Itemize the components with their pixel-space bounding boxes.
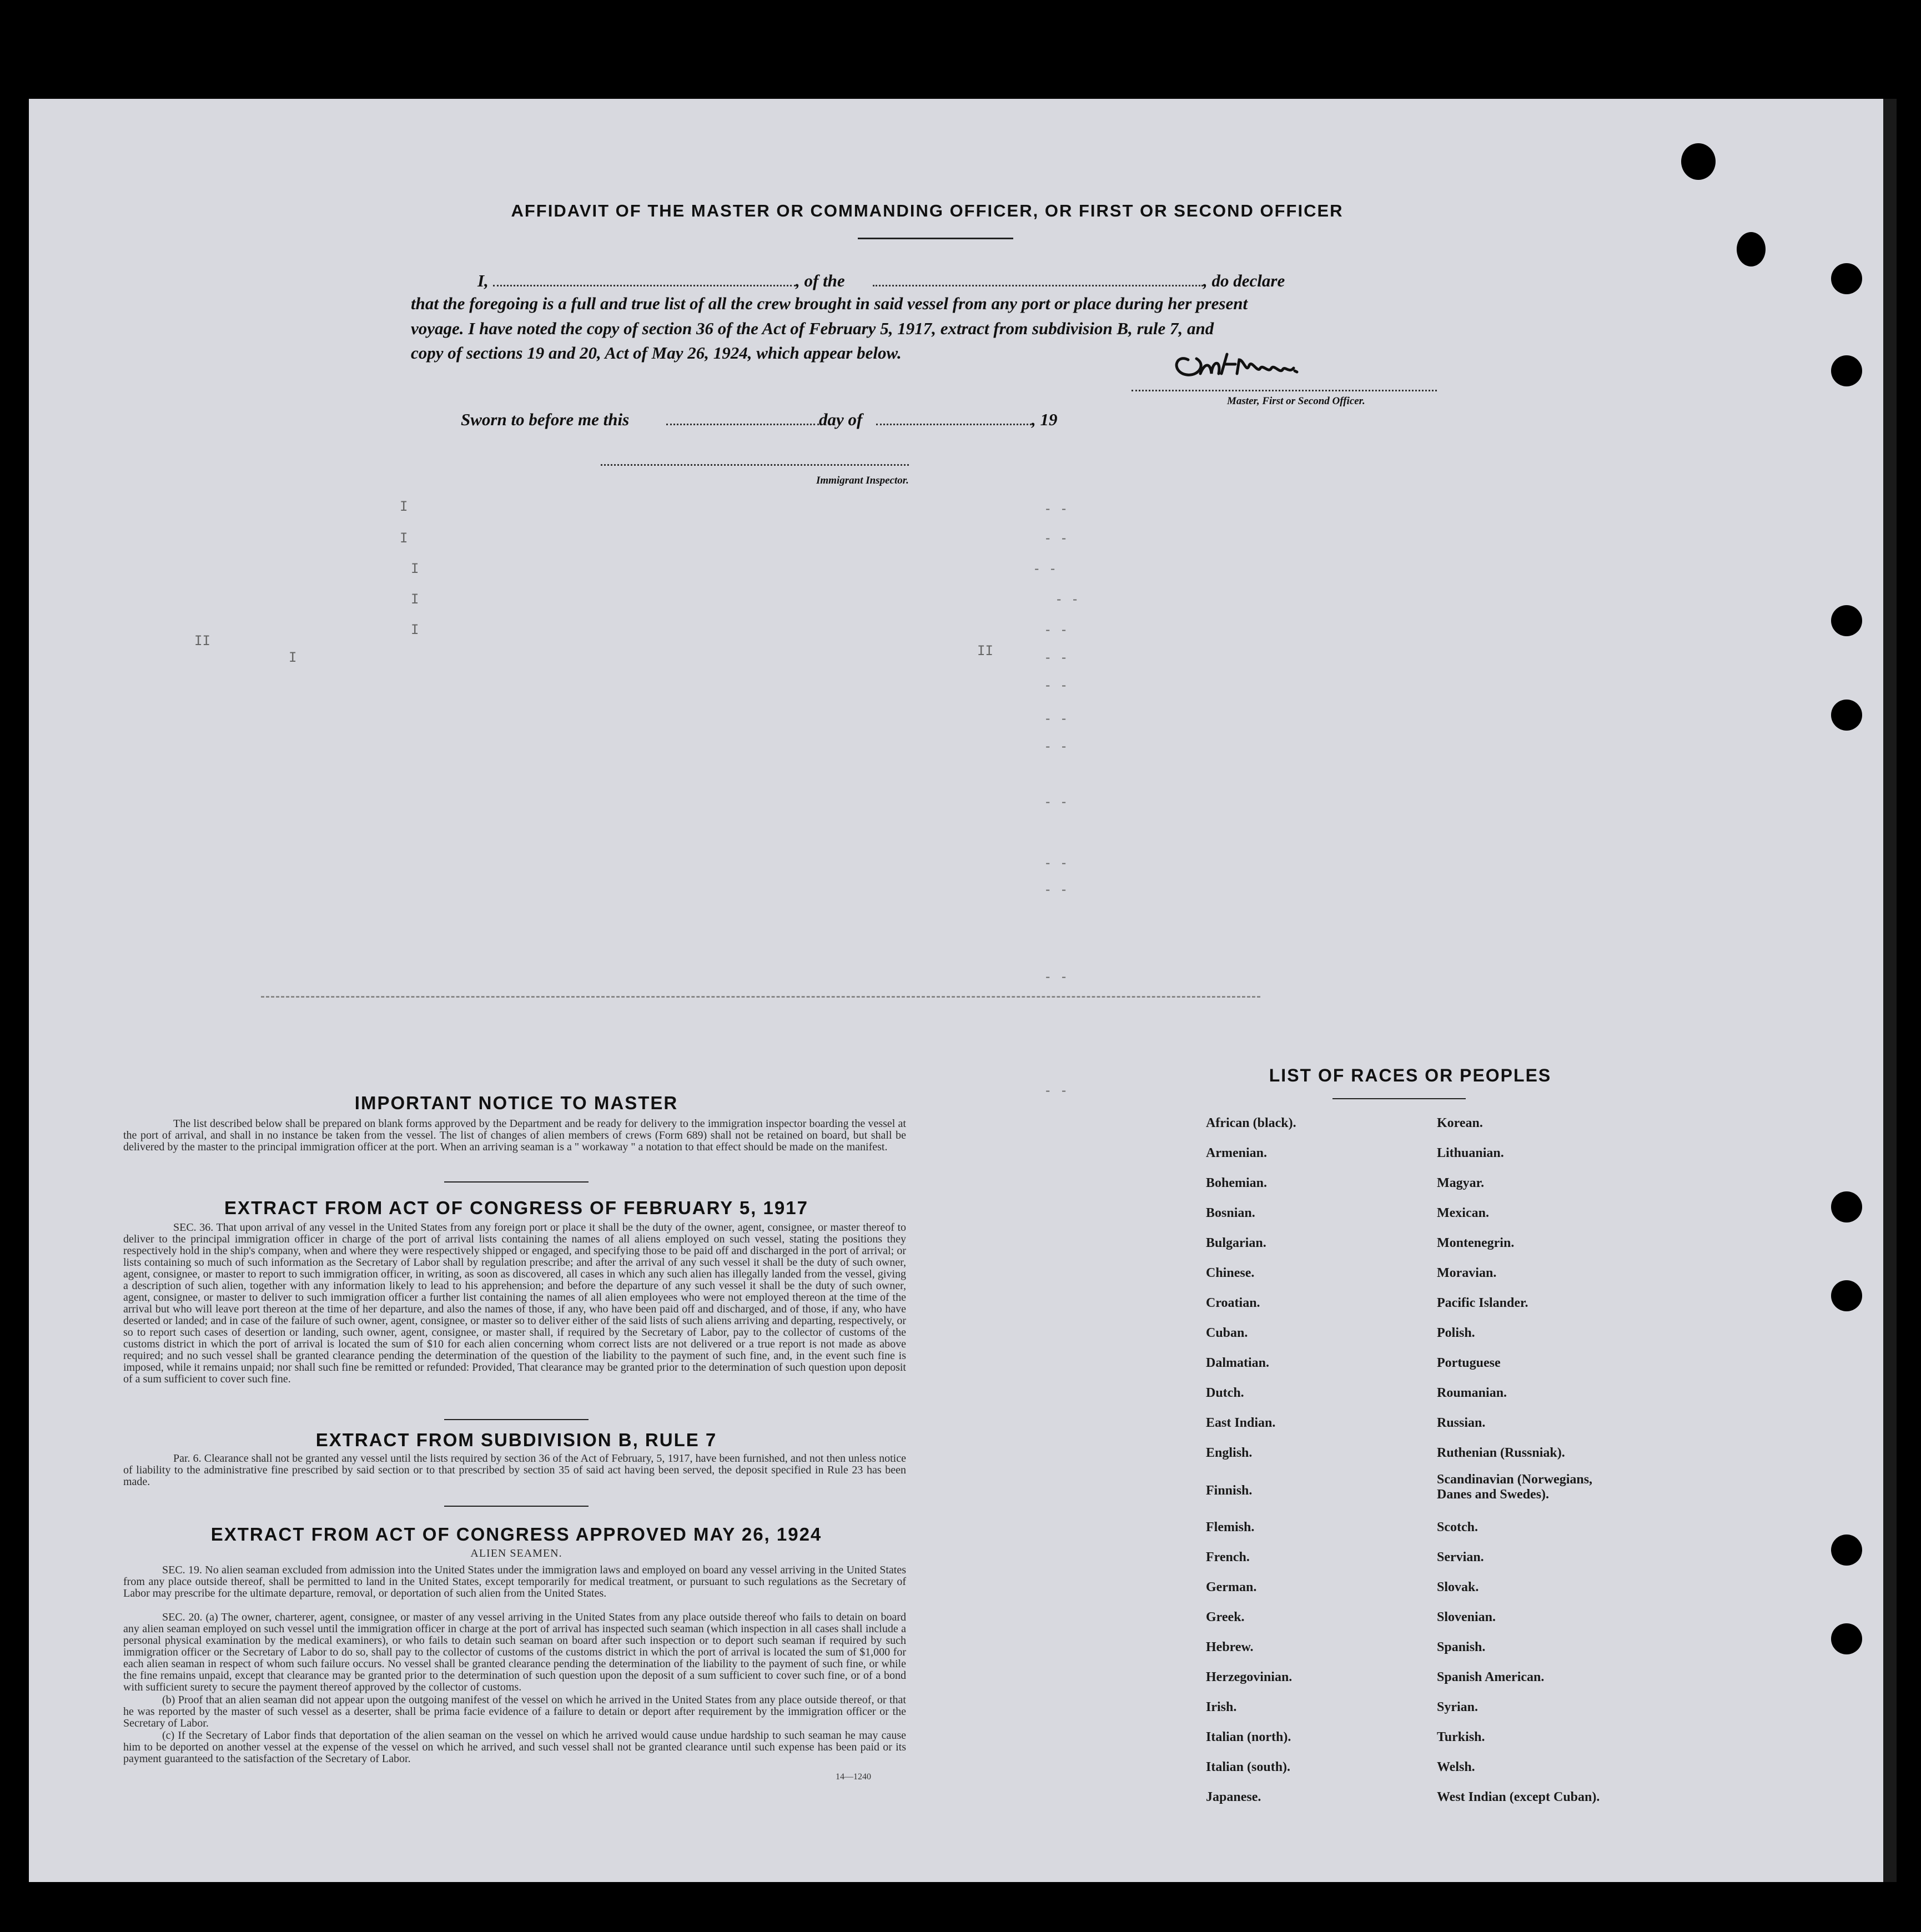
race-item: Montenegrin. (1437, 1236, 1515, 1250)
punch-hole (1831, 605, 1862, 636)
signature-caption: Master, First or Second Officer. (1227, 395, 1365, 407)
race-item: Roumanian. (1437, 1386, 1507, 1400)
race-item: Ruthenian (Russniak). (1437, 1446, 1565, 1460)
punch-hole (1681, 143, 1716, 180)
extract1924-sec19: SEC. 19. No alien seaman excluded from admission into the United States under the immigration laws and employed on board any vessel arriving in the United States from any place outside thereof, shall be permitted to land in the United States, except temporarily for medical treatment, or pursuant to such regulations as the Secretary of Labor may prescribe for the ultimate departure, removal, or deportation of such alien from the United States. (123, 1564, 906, 1599)
race-item: French. (1206, 1550, 1250, 1564)
bleed-mark: - - (1044, 622, 1068, 637)
affidavit-i-label: I, (477, 271, 489, 290)
race-item: Russian. (1437, 1416, 1486, 1430)
race-item: Slovak. (1437, 1580, 1479, 1594)
sworn-day-field[interactable] (666, 424, 819, 425)
notice-rule (444, 1181, 589, 1183)
race-item: Moravian. (1437, 1266, 1497, 1280)
race-item: Bosnian. (1206, 1206, 1255, 1220)
extract1917-body: SEC. 36. That upon arrival of any vessel in the United States from any foreign port or place it shall be the duty of the owner, agent, consignee, or master thereof to deliver to the principal immigration officer in charge of the port of arrival lists containing the names of all aliens employed on such vessel, stating the positions they respectively hold in the ship's company, when and where they were respectively shipped or engaged, and specifying those to be paid off and discharged in the port of arrival; or lists containing so much of such information as the Secretary of Labor shall by regulation prescribe; and after the arrival of any such vessel it shall be the duty of such owner, agent, consignee, or master to report to such immigration officer, in writing, as soon as discovered, all cases in which any such alien has illegally landed from the vessel, giving a description of such alien, together with any information likely to lead to his apprehension; and before the departure of any such vessel it shall be the duty of such owner, agent, consignee, or master to deliver to such immigration officer a further list containing the names of all alien employees who were not employed thereon at the time of the arrival but who will leave port thereon at the time of her departure, and also the names of those, if any, who have been paid off and discharged, and of those, if any, who have deserted or landed; and in case of the failure of such owner, agent, consignee, or master so to deliver either of the said lists of such aliens arriving and departing, respectively, or so to report such cases of desertion or landing, such owner, agent, consignee, or master shall, if required by the Secretary of Labor, pay to the collector of customs of the customs district in which the port of arrival is located the sum of $10 for each alien concerning whom correct lists are not delivered or a true report is not made as above required; and no such vessel shall be granted clearance pending the determination of the question of the liability to the payment of such fine, and, in the event such fine is imposed, while it remains unpaid; nor shall such fine be remitted or refunded: Provided, That clearance may be granted prior to the determination of such question upon deposit of a sum sufficient to cover such fine. (123, 1221, 906, 1385)
race-item: Chinese. (1206, 1266, 1255, 1280)
race-item: Servian. (1437, 1550, 1484, 1564)
race-item: Mexican. (1437, 1206, 1489, 1220)
extract1924-subtitle: ALIEN SEAMEN. (470, 1547, 562, 1559)
race-item: Portuguese (1437, 1356, 1501, 1370)
punch-hole (1737, 232, 1766, 266)
sworn-label: Sworn to before me this (461, 410, 630, 429)
race-item: West Indian (except Cuban). (1437, 1790, 1600, 1804)
punch-hole (1831, 355, 1862, 386)
affidavit-line3: voyage. I have noted the copy of section 36 of the Act of February 5, 1917, extract from subdivision B, rule 7, and (411, 319, 1214, 338)
punch-hole (1831, 1623, 1862, 1654)
race-item: Dutch. (1206, 1386, 1244, 1400)
race-item: Irish. (1206, 1700, 1237, 1714)
bleed-mark: - - (1044, 855, 1068, 871)
subdivision-title: EXTRACT FROM SUBDIVISION B, RULE 7 (315, 1430, 717, 1450)
race-item: Cuban. (1206, 1326, 1248, 1340)
inspector-caption: Immigrant Inspector. (816, 475, 909, 486)
affidavit-line1 (411, 268, 1449, 294)
race-item: Bohemian. (1206, 1176, 1268, 1190)
affidavit-vessel-field[interactable] (873, 285, 1203, 286)
sworn-month-field[interactable] (876, 424, 1032, 425)
notice-body: The list described below shall be prepared on blank forms approved by the Department and be ready for delivery to the immigration inspector boarding the vessel at the port of arrival, and shall in no instance be taken from the vessel. The list of changes of alien members of crews (Form 689) shall not be retained on board, but shall be delivered by the master to the principal immigration officer at the port. When an arriving seaman is a " workaway " a notation to that effect should be made on the manifest. (123, 1118, 906, 1153)
signature-line[interactable] (1132, 390, 1437, 391)
race-item: Spanish American. (1437, 1670, 1545, 1684)
bleed-mark: I (400, 499, 408, 514)
race-item: Welsh. (1437, 1760, 1475, 1774)
race-item: Herzegovinian. (1206, 1670, 1293, 1684)
bleed-mark: - - (1044, 501, 1068, 516)
bleed-mark: - - (1044, 882, 1068, 897)
race-item: Italian (north). (1206, 1730, 1291, 1744)
bleed-mark: - - (1044, 738, 1068, 754)
page-edge-shadow (1883, 99, 1897, 1882)
bleed-dashes (261, 993, 1260, 998)
master-signature (1166, 343, 1321, 393)
affidavit-name-field[interactable] (493, 285, 796, 286)
affidavit-title: AFFIDAVIT OF THE MASTER OR COMMANDING OFFICER, OR FIRST OR SECOND OFFICER (511, 201, 1344, 220)
bleed-mark: II (977, 643, 993, 658)
inspector-line[interactable] (601, 464, 909, 466)
race-item: Spanish. (1437, 1640, 1486, 1654)
affidavit-do-declare: , do declare (1203, 271, 1285, 290)
race-item: Polish. (1437, 1326, 1475, 1340)
races-title-rule (1332, 1098, 1466, 1099)
races-title: LIST OF RACES OR PEOPLES (1269, 1065, 1552, 1085)
subdivision-body: Par. 6. Clearance shall not be granted any vessel until the lists required by section 36 of the Act of February, 5, 1917, have been furnished, and not then unless notice of liability to the administrative fine prescribed by said section or to that prescribed by section 35 of said act having been served, the deposit specified in Rule 23 has been made. (123, 1452, 906, 1488)
race-item: Scotch. (1437, 1520, 1478, 1534)
race-item: German. (1206, 1580, 1257, 1594)
bleed-mark: I (289, 650, 297, 665)
bleed-mark: - - (1044, 650, 1068, 665)
race-item: East Indian. (1206, 1416, 1276, 1430)
extract1924-sec20c: (c) If the Secretary of Labor finds that deportation of the alien seaman on the vessel on which he arrived would cause undue hardship to such seaman he may cause him to be deported on another vessel at the expense of the vessel on which he arrived, and such vessel shall not be granted clearance until such expense has been paid or its payment guaranteed to the satisfaction of the Secretary of Labor. (123, 1729, 906, 1765)
race-item: Korean. (1437, 1116, 1483, 1130)
sworn-day-of: day of (819, 410, 863, 429)
punch-hole (1831, 263, 1862, 294)
race-item: Greek. (1206, 1610, 1245, 1624)
notice-title: IMPORTANT NOTICE TO MASTER (354, 1093, 678, 1113)
bleed-mark: - - (1044, 530, 1068, 546)
race-item: Syrian. (1437, 1700, 1479, 1714)
punch-hole (1831, 1534, 1862, 1566)
race-item: Croatian. (1206, 1296, 1260, 1310)
punch-hole (1831, 700, 1862, 731)
affidavit-title-rule (858, 238, 1013, 239)
bleed-mark: I (411, 591, 419, 607)
race-item: Finnish. (1206, 1483, 1253, 1498)
affidavit-line2: that the foregoing is a full and true list of all the crew brought in said vessel from any port or place during her present (411, 294, 1248, 313)
extract1924-sec20a: SEC. 20. (a) The owner, charterer, agent, consignee, or master of any vessel arriving in the United States from any place outside thereof who fails to detain on board any alien seaman employed on such vessel until the immigration officer in charge at the port of arrival has inspected such seaman (which inspection in all cases shall include a personal physical examination by the medical examiners), or who fails to detain such seaman on board after such inspection or to deport such seaman if required by such immigration officer or the Secretary of Labor to do so, shall pay to the collector of customs of the customs district in which the port of arrival is located the sum of $1,000 for each alien seaman in respect of whom such failure occurs. No vessel shall be granted clearance pending the determination of the liability to the payment of such fine, or while the fine remains unpaid, except that clearance may be granted prior to the determination of such question upon the deposit of a sum sufficient to cover such fine, or of a bond with sufficient surety to secure the payment thereof approved by the collector of customs. (123, 1611, 906, 1693)
bleed-mark: - - (1044, 969, 1068, 984)
bleed-mark: - - (1055, 591, 1079, 607)
bleed-mark: I (411, 561, 419, 576)
extract1917-title: EXTRACT FROM ACT OF CONGRESS OF FEBRUARY 5, 1917 (224, 1198, 808, 1218)
race-item: Pacific Islander. (1437, 1296, 1528, 1310)
race-item: Japanese. (1206, 1790, 1261, 1804)
race-item: Slovenian. (1437, 1610, 1496, 1624)
sworn-year: , 19 (1032, 410, 1058, 429)
bleed-mark: I (400, 530, 408, 546)
race-item: Magyar. (1437, 1176, 1485, 1190)
race-item: Scandinavian (Norwegians, Danes and Swedes). (1437, 1472, 1593, 1502)
race-item: Lithuanian. (1437, 1146, 1504, 1160)
form-number: 14—1240 (836, 1772, 871, 1782)
affidavit-line4: copy of sections 19 and 20, Act of May 26, 1924, which appear below. (411, 343, 902, 363)
race-item: Turkish. (1437, 1730, 1485, 1744)
extract1924-title: EXTRACT FROM ACT OF CONGRESS APPROVED MAY 26, 1924 (210, 1524, 822, 1544)
bleed-mark: - - (1044, 794, 1068, 809)
affidavit-of-the: , of the (796, 271, 845, 290)
race-item: African (black). (1206, 1116, 1296, 1130)
subdivision-rule (444, 1506, 589, 1507)
race-item: English. (1206, 1446, 1253, 1460)
sworn-line (461, 407, 1127, 432)
punch-hole (1831, 1191, 1862, 1222)
race-item: Armenian. (1206, 1146, 1267, 1160)
race-item: Dalmatian. (1206, 1356, 1269, 1370)
punch-hole (1831, 1280, 1862, 1311)
race-item: Italian (south). (1206, 1760, 1291, 1774)
bleed-mark: - - (1044, 1083, 1068, 1098)
extract1917-rule (444, 1419, 589, 1420)
extract1924-sec20b: (b) Proof that an alien seaman did not appear upon the outgoing manifest of the vessel on which he arrived in the United States from any place outside thereof, or that he was reported by the master of such vessel as a deserter, shall be prima facie evidence of a failure to detain or deport after requirement by the immigration officer or the Secretary of Labor. (123, 1694, 906, 1729)
bleed-mark: II (194, 633, 210, 648)
bleed-mark: - - (1033, 561, 1057, 576)
bleed-mark: - - (1044, 711, 1068, 726)
bleed-mark: I (411, 622, 419, 637)
race-item: Bulgarian. (1206, 1236, 1266, 1250)
race-item: Hebrew. (1206, 1640, 1254, 1654)
bleed-mark: - - (1044, 677, 1068, 693)
race-item: Flemish. (1206, 1520, 1255, 1534)
